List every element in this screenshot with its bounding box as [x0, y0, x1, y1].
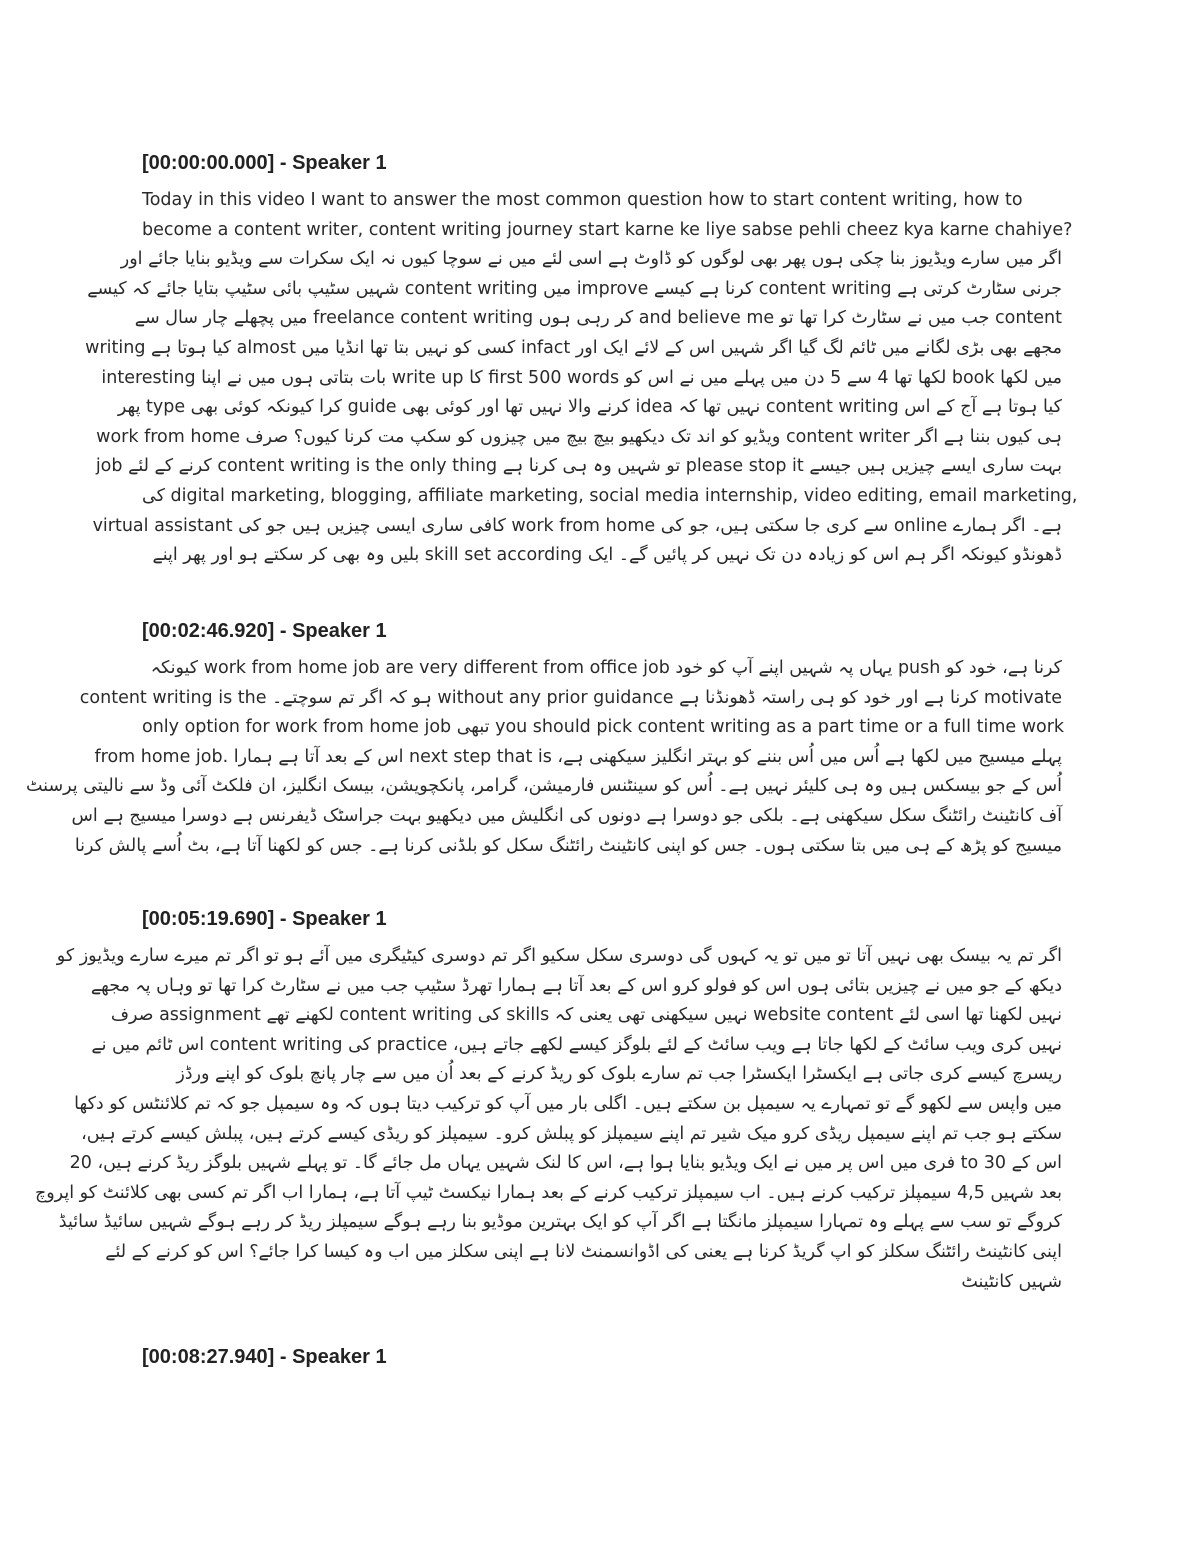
transcript-line: سکتے ہو جب تم اپنے سیمپل ریڈی کرو میک شیر تم اپنے سیمپلز کو پبلش کرو۔ سیمپلز کو ریڈی کیسے کرتے ہیں، پبلش کیسے کرتے ہیں،: [81, 1123, 1062, 1144]
speaker-timestamp-heading: [00:00:00.000] - Speaker 1: [142, 152, 387, 174]
transcript-line: اس کے to 30 فری میں اس پر میں نے ایک ویڈیو بنایا ہوا ہے، اس کا لنک شہیں یہاں مل جائے گا۔ تو پہلے شہیں بلوگز ریڈ کرنے ہیں، 20: [69, 1153, 1062, 1174]
transcript-line: مجھے بھی بڑی لگانے میں ٹائم لگ گیا اگر شہیں اس کے لائے ایک اور infact کسی کو نہیں بتا تھا انڈیا میں almost کیا ہوتا ہے writing: [85, 337, 1062, 358]
transcript-line: آف کانٹینٹ رائٹنگ سکل سیکھنی ہے۔ بلکی جو دوسرا ہے دونوں کی انگلیش میں دیکھیو بہت جراسٹک ڈیفرنس ہے دوسرا میسیج ہے اس: [71, 805, 1062, 826]
transcript-line: کی digital marketing, blogging, affiliate marketing, social media internship, video editing, email marketing,: [142, 485, 1078, 506]
transcript-line: شہیں کانٹینٹ: [961, 1271, 1062, 1292]
transcript-section: [85, 150, 1078, 571]
transcript-line: ریسرچ کیسے کری جاتی ہے ایکسٹرا ایکسٹرا جب تم سارے بلوک کو ریڈ کرنے کے بعد اُن میں سے چار پانچ بلوک کو اپنے ورڈز: [176, 1064, 1062, 1085]
transcript-line: کروگے تو سب سے پہلے وہ تمہارا سیمپلز مانگتا ہے اگر آپ کو ایک بہترین موڈیو بنا رہے ہوگے سیمپلز ریڈ کر رہے ہوگے شہیں سائیڈ سائیڈ: [58, 1212, 1062, 1233]
transcript-line: بہت ساری ایسے چیزیں ہیں جیسے please stop it تو شہیں وہ ہی کرنا ہے content writing is the only thing کرنے کے لئے job: [95, 456, 1062, 477]
transcript-paragraph: [34, 942, 1062, 1297]
transcript-line: ہی کیوں بننا ہے اگر content writer ویڈیو کو اند تک دیکھیو بیچ بیچ میں چیزوں کو سکپ مت کرنا کیوں؟ صرف work from home: [96, 426, 1062, 447]
transcript-line: دیکھ کے جو میں نے چیزیں بتائی ہوں اس کو فولو کرو اس کے بعد آتا ہے ہمارا تھرڈ سٹیپ جب میں نے سٹارٹ کرا تھا تو وہاں پہ مجھے: [90, 975, 1062, 996]
transcript-line: پہلے میسیج میں لکھا ہے اُس میں اُس بننے کو بہتر انگلیز سیکھنی ہے، next step that is اس کے بعد آتا ہے ہمارا .from home job: [94, 746, 1062, 767]
speaker-timestamp-heading: [00:02:46.920] - Speaker 1: [142, 620, 387, 642]
transcript-paragraph: [25, 654, 1065, 861]
transcript-section: [34, 906, 1062, 1297]
transcript-line: میں لکھا book لکھا تھا 4 سے 5 دن میں پہلے میں نے اس کو first 500 words کا write up بات بتاتی ہوں میں نے اپنا interesting: [101, 367, 1062, 388]
transcript-line: اگر میں سارے ویڈیوز بنا چکی ہوں پھر بھی لوگوں کو ڈاوٹ ہے اسی لئے میں نے سوچا کیوں نہ ایک سکرات سے ویڈیو بنایا جائے اور: [120, 249, 1062, 270]
transcript-line: اُس کے جو بیسکس ہیں وہ ہی کلیئر نہیں ہے۔ اُس کو سینٹنس فارمیشن، گرامر، پانکچویشن، بیسک انگلیز، ان فلکٹ آئی وڈ سے نالیتی پرسنٹ: [25, 776, 1062, 797]
speaker-timestamp-heading: [00:08:27.940] - Speaker 1: [142, 1346, 387, 1368]
transcript-line: جرنی سٹارٹ کرتی ہے content writing کرنا ہے کیسے improve میں content writing شہیں سٹیپ بائی سٹیپ بتایا جائے کہ کیسے: [87, 278, 1062, 299]
transcript-line: نہیں لکھنا تھا اسی لئے website content نہیں سیکھنی تھی یعنی کہ skills کی content writing لکھنے تھے assignment صرف: [110, 1005, 1062, 1026]
transcript-line: اگر تم یہ بیسک بھی نہیں آتا تو میں تو یہ کہوں گی دوسری سکل سکیو اگر تم دوسری کیٹیگری میں آئے ہو تو اگر تم میرے سارے ویڈیوز کو: [56, 946, 1062, 966]
transcript-line: become a content writer, content writing journey start karne ke liye sabse pehli cheez kya karne chahiye?: [142, 219, 1073, 240]
transcript-line: Today in this video I want to answer the most common question how to start content writing, how to: [142, 190, 1023, 210]
transcript-line: میں واپس سے لکھو گے تو تمہارے یہ سیمپل بن سکتے ہیں۔ اگلی بار میں آپ کو ترکیب دیتا ہوں کہ وہ سیمپل جو کہ تم کلائنٹس کو دکھا: [74, 1093, 1062, 1114]
transcript-line: content جب میں نے سٹارٹ کرا تھا تو and believe me کر رہی ہوں freelance content writing میں پچھلے چار سال سے: [134, 308, 1062, 329]
transcript-line: بعد شہیں 4,5 سیمپلز ترکیب کرنے ہیں۔ اب سیمپلز ترکیب کرنے کے بعد ہمارا نیکسٹ ٹیپ آتا ہے، ہمارا اب اگر تم کسی بھی کلائنٹ کو اپروچ: [34, 1182, 1062, 1203]
transcript-paragraph: [85, 186, 1078, 571]
transcript-section: [25, 618, 1065, 861]
speaker-timestamp-heading: [00:05:19.690] - Speaker 1: [142, 908, 387, 930]
transcript-section: [142, 1344, 1062, 1380]
transcript-line: میسیج کو پڑھ کے ہی میں بتا سکتی ہوں۔ جس کو اپنی کانٹینٹ رائٹنگ سکل کو بلڈنی کرنا ہے۔ جس کو لکھنا آتا ہے، بٹ اُسے پالش کرنا: [74, 835, 1062, 856]
transcript-line: کیا ہوتا ہے آج کے اس content writing نہیں تھا کہ idea کرنے والا نہیں تھا اور کوئی بھی guide کرا کیونکہ کوئی بھی type پھر: [117, 397, 1062, 418]
transcript-line: کرنا ہے، خود کو push یہاں پہ شہیں اپنے آپ کو خود work from home job are very different from office job کیونکہ: [150, 658, 1062, 678]
transcript-line: ہے۔ اگر ہمارے online سے کری جا سکتی ہیں، جو کی work from home کافی ساری ایسی چیزیں ہیں جو کی virtual assistant: [92, 515, 1062, 536]
transcript-line: motivate کرنا ہے اور خود کو ہی راستہ ڈھونڈنا ہے without any prior guidance ہو کہ اگر تم سوچتے۔ content writing is the: [79, 687, 1062, 708]
transcript-line: ڈھونڈو کیونکہ اگر ہم اس کو زیادہ دن تک نہیں کر پائیں گے۔ ایک skill set according بلیں وہ بھی کر سکتے ہو اور پھر اپنے: [152, 545, 1062, 566]
transcript-line: نہیں کری ویب سائٹ کے لکھا جاتا ہے ویب سائٹ کے لئے بلوگز کیسے لکھے جاتے ہیں، practice کی content writing اس ٹائم میں نے: [91, 1034, 1062, 1055]
transcript-line: اپنی کانٹینٹ رائٹنگ سکلز کو اپ گریڈ کرنا ہے یعنی کی اڈوانسمنٹ لانا ہے اپنی سکلز میں اب وہ کیسا کرا جائے؟ اس کو کرنے کے لئے: [105, 1241, 1062, 1262]
transcript-line: only option for work from home job تبھی you should pick content writing as a part time or a full time work: [142, 717, 1065, 738]
